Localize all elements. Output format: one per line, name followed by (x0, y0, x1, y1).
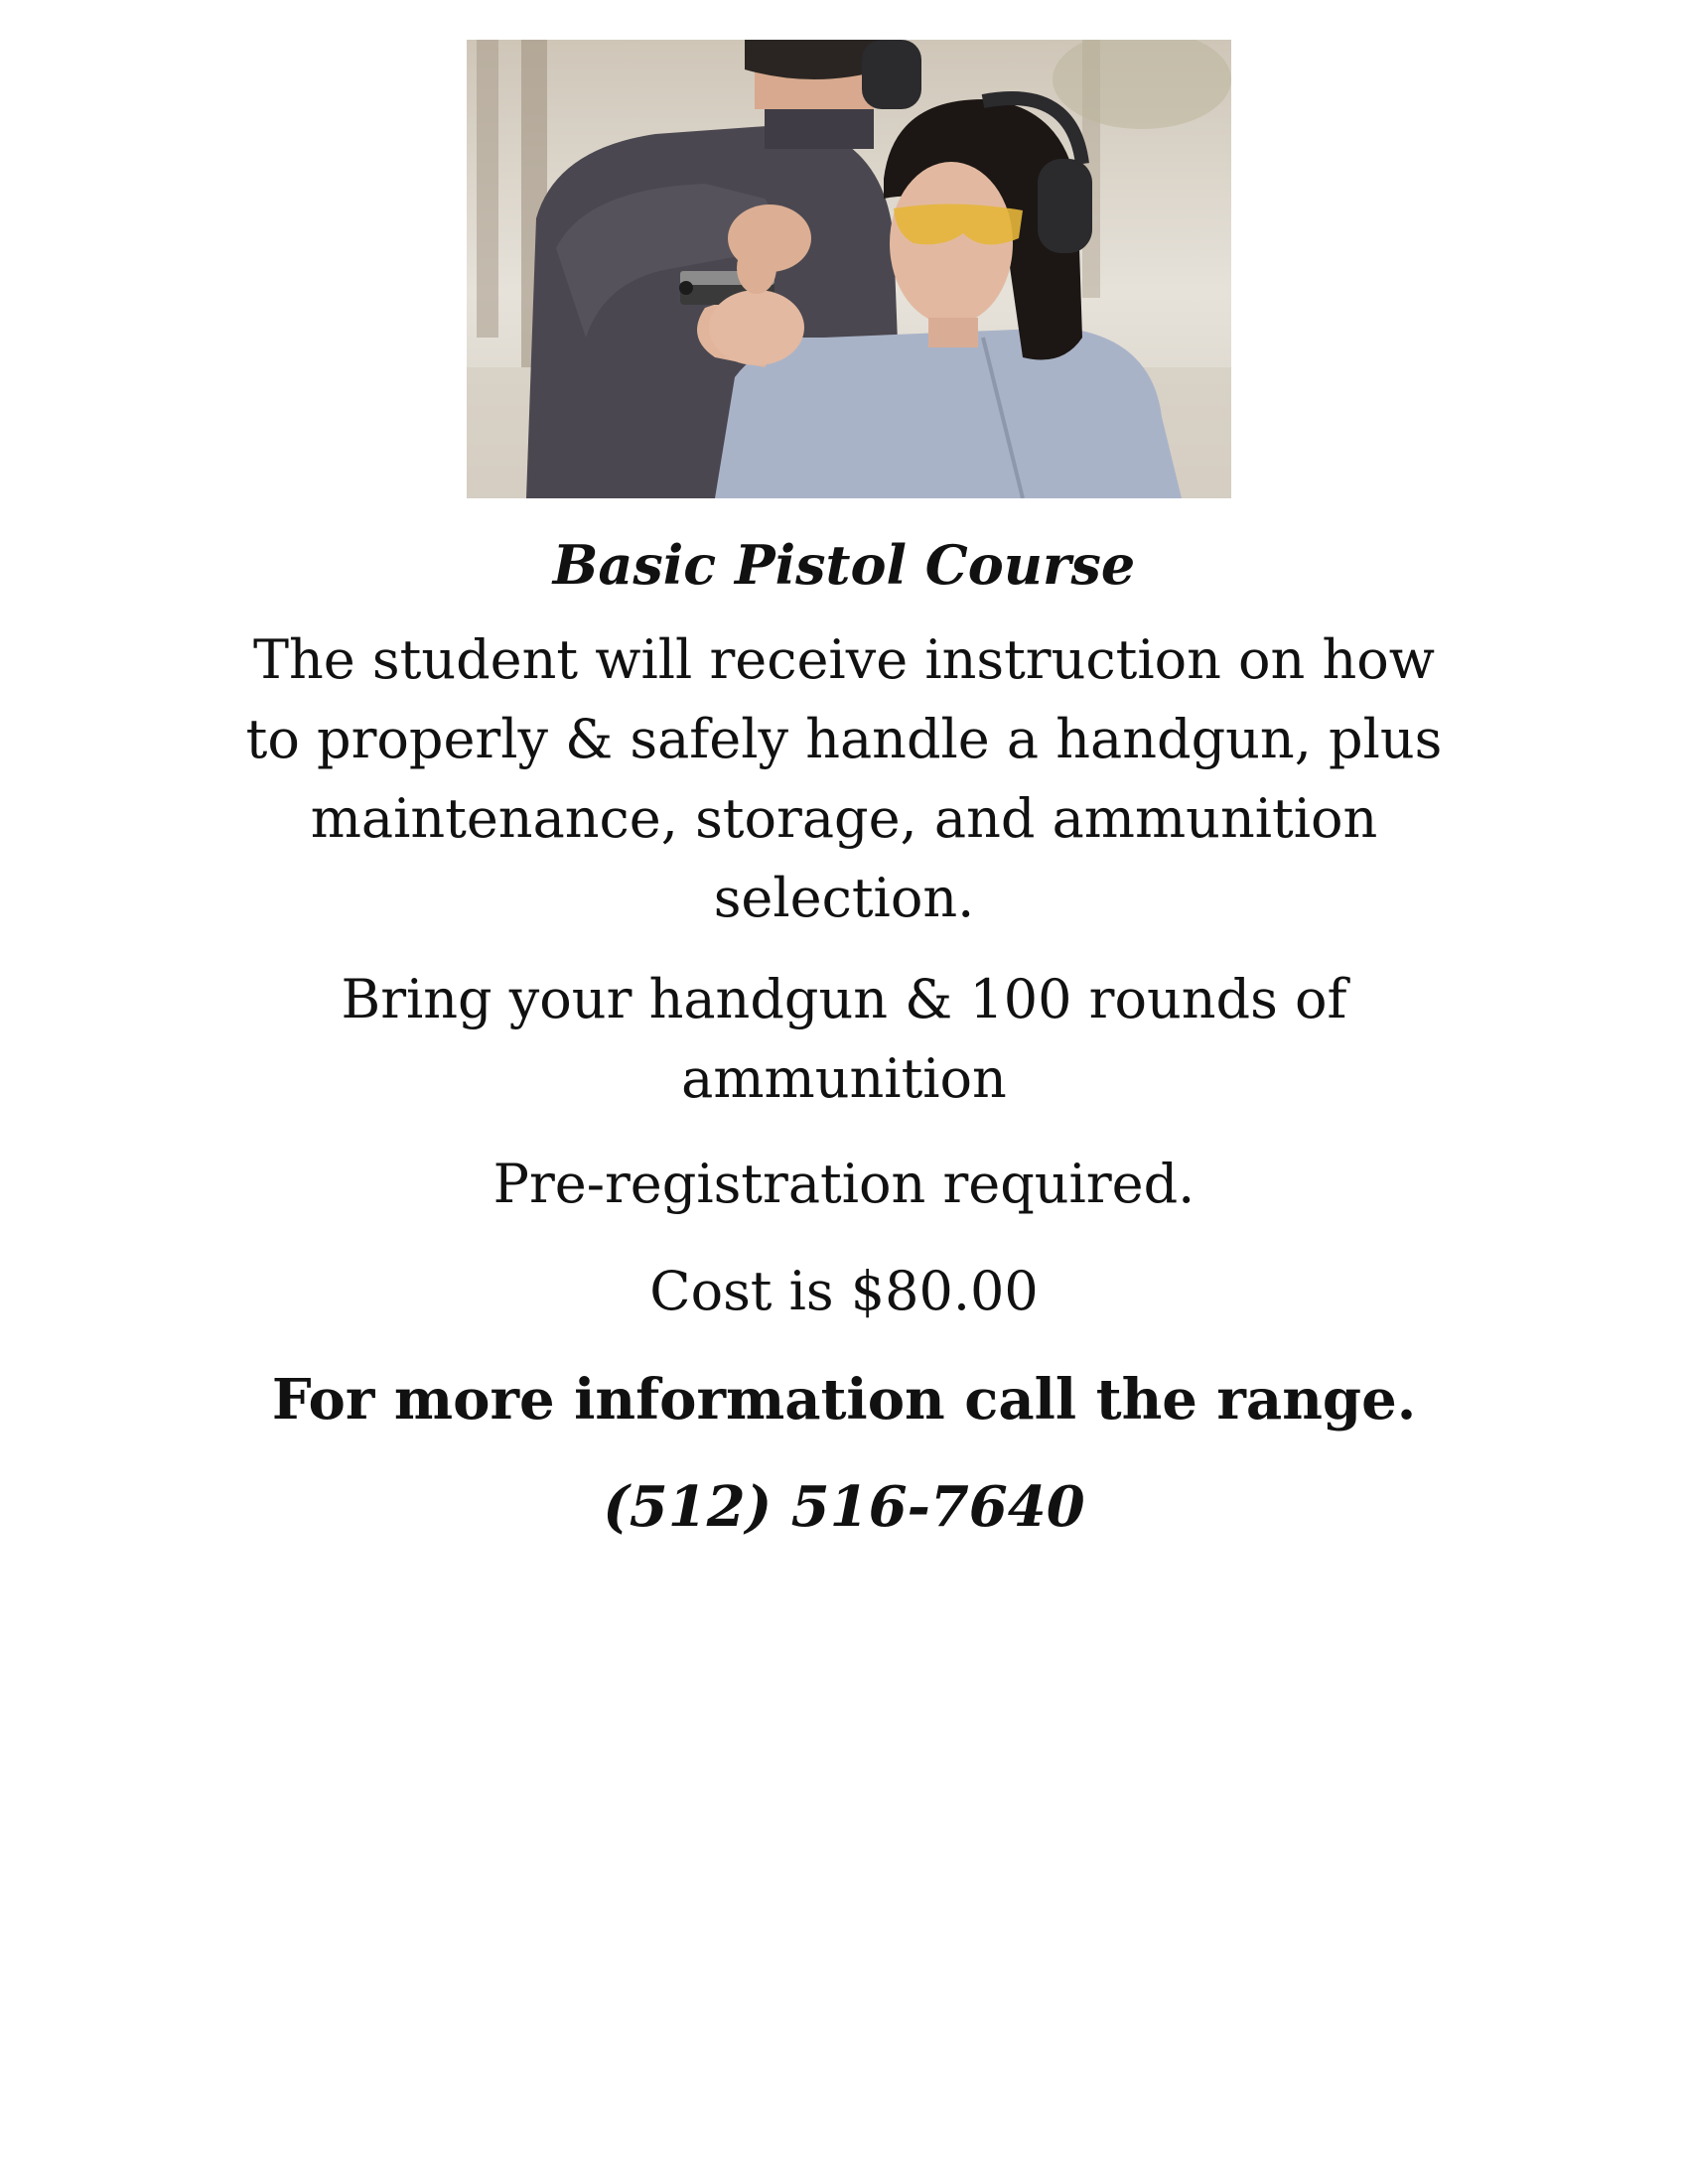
phone-number: (512) 516-7640 (603, 1474, 1085, 1540)
info-text: For more information call the range. (271, 1367, 1417, 1433)
course-cost: Cost is $80.00 (649, 1260, 1039, 1322)
registration-note: Pre-registration required. (492, 1153, 1196, 1215)
course-description: The student will receive instruction on how to properly & safely handle a handgun, plus maintenance, storage, and ammunition selection. (245, 628, 1443, 929)
course-photo (467, 40, 1231, 498)
flyer-content (199, 521, 1489, 1550)
instructor-student-photo-icon (467, 40, 1231, 498)
bring-requirements: Bring your handgun & 100 rounds of ammunition (341, 968, 1347, 1110)
course-title: Basic Pistol Course (552, 533, 1136, 597)
